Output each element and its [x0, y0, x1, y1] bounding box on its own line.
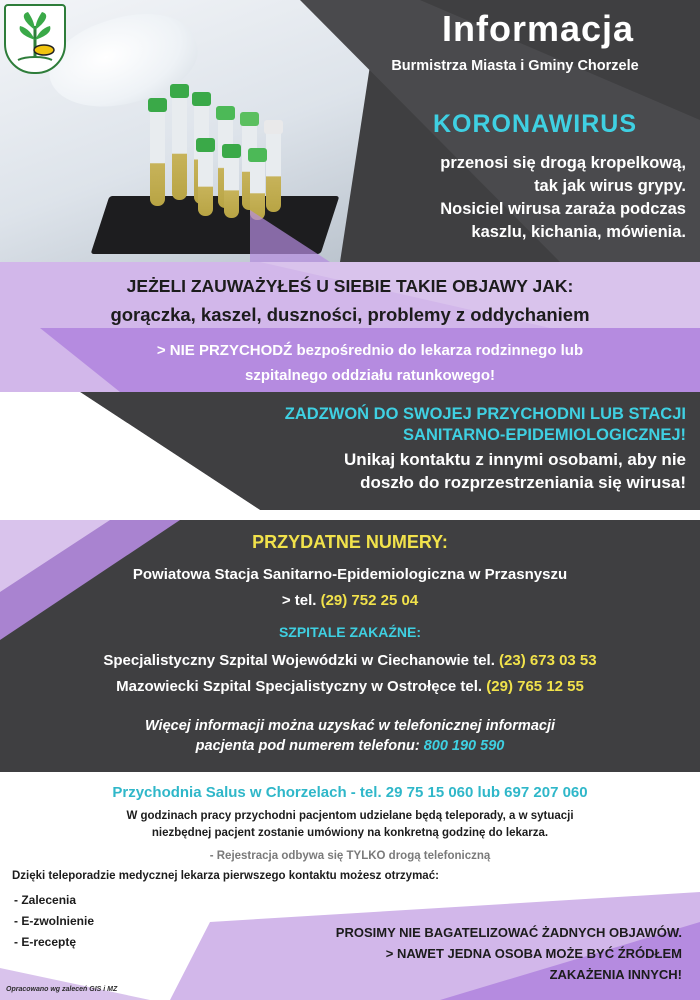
- clinic-hours-line: W godzinach pracy przychodni pacjentom udzielane będą teleporady, a w sytuacji: [126, 810, 574, 822]
- appeal-line: PROSIMY NIE BAGATELIZOWAĆ ŻADNYCH OBJAWÓW.: [335, 925, 682, 940]
- page-title: Informacja: [441, 8, 635, 49]
- hospital-2-name: Mazowiecki Szpital Specjalistyczny w Ostrołęce tel.: [116, 678, 483, 695]
- appeal-text: [202, 922, 682, 985]
- appeal-line: ZAKAŻENIA INNYCH!: [549, 967, 682, 982]
- patient-info: [30, 716, 670, 756]
- symptoms-warning-line: szpitalnego oddziału ratunkowego!: [244, 367, 495, 384]
- coat-of-arms-icon: [4, 4, 66, 74]
- symptoms-section: [0, 262, 700, 392]
- clinic-section: [0, 772, 700, 1000]
- clinic-heading: Przychodnia Salus w Chorzelach - tel. 29 75 15 060 lub 697 207 060: [112, 784, 588, 801]
- station-name: Powiatowa Stacja Sanitarno-Epidemiologiczna w Przasnyszu: [132, 566, 568, 583]
- source-footer: Opracowano wg zaleceń GIS i MZ: [6, 986, 118, 993]
- call-text-line: doszło do rozprzestrzeniania się wirusa!: [360, 473, 686, 492]
- virus-line: tak jak wirus grypy.: [534, 177, 686, 195]
- hospitals-heading: SZPITALE ZAKAŹNE:: [278, 624, 422, 640]
- hospital-2-line: [0, 678, 700, 695]
- patient-info-line: Więcej informacji można uzyskać w telefonicznej informacji: [144, 718, 555, 734]
- page-subtitle: Burmistrza Miasta i Gminy Chorzele: [391, 58, 639, 74]
- clinic-hours: [20, 808, 680, 842]
- list-item: - E-zwolnienie: [14, 914, 95, 928]
- call-heading-line: ZADZWOŃ DO SWOJEJ PRZYCHODNI LUB STACJI: [284, 405, 686, 423]
- symptoms-warning: [90, 338, 650, 388]
- registration-note: - Rejestracja odbywa się TYLKO drogą telefoniczną: [209, 850, 491, 862]
- station-phone[interactable]: (29) 752 25 04: [320, 592, 419, 609]
- hospital-1-line: [0, 652, 700, 669]
- list-item: - E-receptę: [14, 935, 77, 949]
- virus-line: Nosiciel wirusa zaraża podczas: [440, 200, 686, 218]
- virus-heading: KORONAWIRUS: [432, 110, 638, 138]
- symptoms-warning-line: > NIE PRZYCHODŹ bezpośrednio do lekarza rodzinnego lub: [156, 342, 584, 359]
- clinic-hours-line: niezbędnej pacjent zostanie umówiony na konkretną godzinę do lekarza.: [151, 827, 549, 839]
- teleadvice-text: Dzięki teleporadzie medycznej lekarza pierwszego kontaktu możesz otrzymać:: [12, 870, 439, 882]
- hospital-1-phone[interactable]: (23) 673 03 53: [499, 652, 597, 669]
- call-text: [126, 448, 686, 494]
- station-phone-prefix: > tel.: [281, 592, 317, 609]
- call-section: [0, 392, 700, 520]
- list-item: - Zalecenia: [14, 893, 77, 907]
- virus-description: [326, 152, 686, 244]
- station-phone-line: [0, 592, 700, 609]
- symptoms-list: gorączka, kaszel, duszności, problemy z oddychaniem: [110, 304, 590, 325]
- patient-info-phone[interactable]: 800 190 590: [423, 738, 505, 754]
- symptoms-heading: JEŻELI ZAUWAŻYŁEŚ U SIEBIE TAKIE OBJAWY JAK:: [126, 276, 574, 296]
- call-heading-line: SANITARNO-EPIDEMIOLOGICZNEJ!: [403, 426, 686, 444]
- virus-line: kaszlu, kichania, mówienia.: [471, 223, 686, 241]
- hospital-1-name: Specjalistyczny Szpital Wojewódzki w Ciechanowie tel.: [103, 652, 495, 669]
- patient-info-text: pacjenta pod numerem telefonu:: [195, 738, 420, 754]
- useful-numbers-section: [0, 520, 700, 772]
- call-text-line: Unikaj kontaktu z innymi osobami, aby nie: [344, 450, 686, 469]
- virus-line: przenosi się drogą kropelkową,: [440, 154, 686, 172]
- header-section: [0, 0, 700, 262]
- teleadvice-list: [14, 890, 94, 953]
- patient-info-line: [30, 736, 670, 756]
- useful-numbers-heading: PRZYDATNE NUMERY:: [252, 532, 448, 552]
- call-heading: [126, 404, 686, 446]
- hospital-2-phone[interactable]: (29) 765 12 55: [486, 678, 584, 695]
- appeal-line: > NAWET JEDNA OSOBA MOŻE BYĆ ŹRÓDŁEM: [385, 946, 682, 961]
